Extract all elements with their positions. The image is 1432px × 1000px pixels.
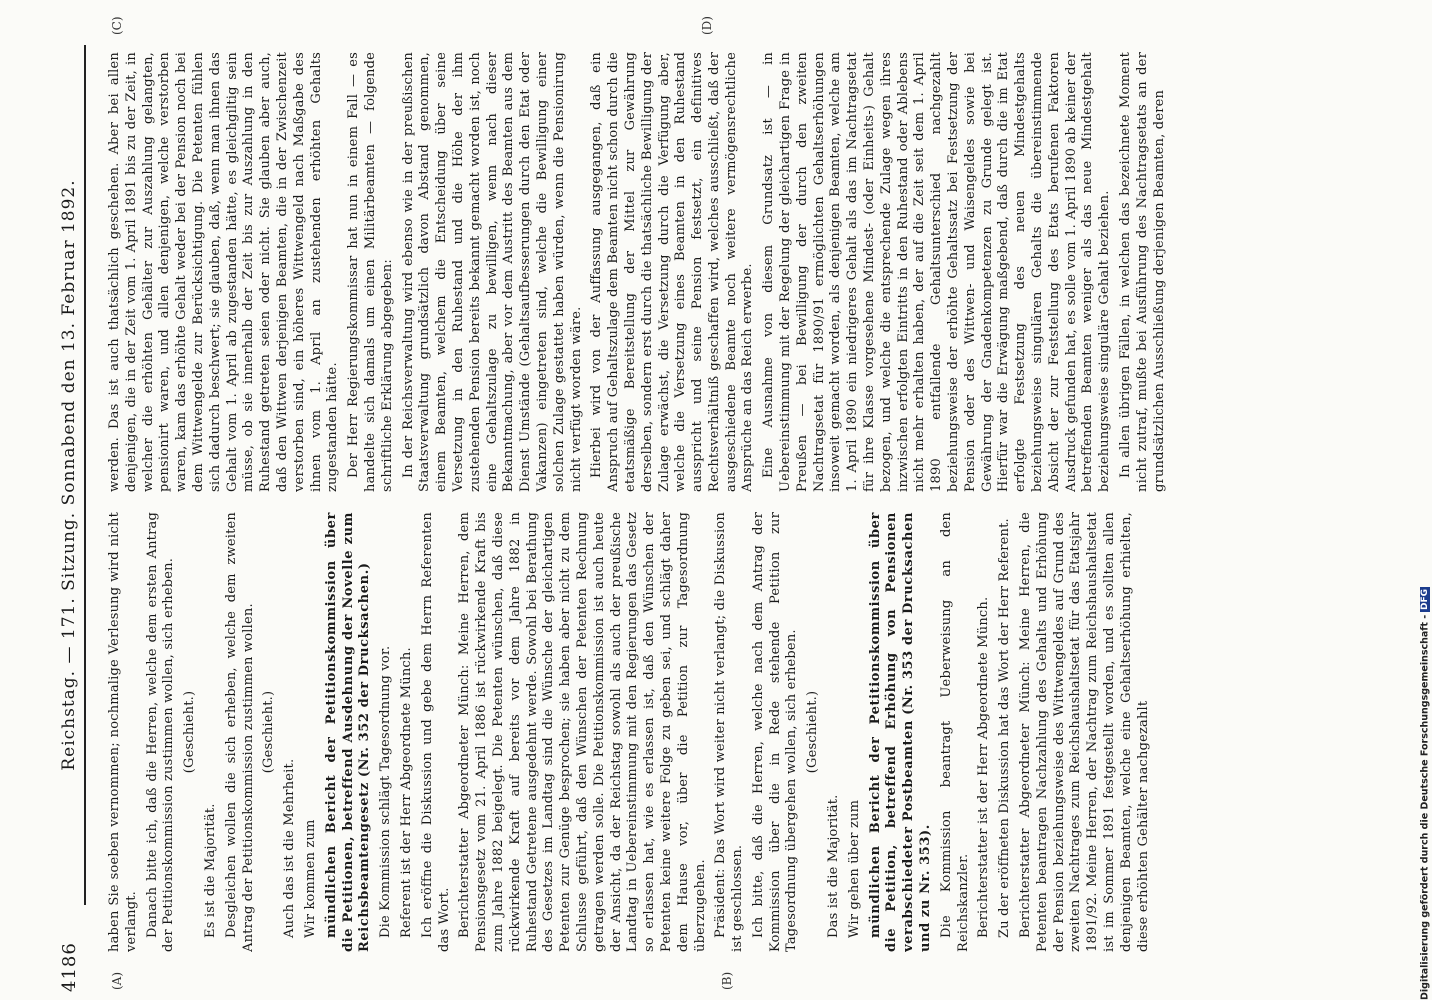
paragraph: Es ist die Majorität. — [202, 803, 218, 938]
paragraph: Auch das ist die Mehrheit. — [282, 758, 298, 938]
header-rule — [84, 45, 86, 905]
paragraph: Zu der eröffneten Diskussion hat das Wort der Herr Referent. — [997, 518, 1013, 938]
margin-mark-c: (C) — [110, 16, 124, 35]
paragraph: Danach bitte ich, daß die Herren, welche dem ersten Antrag der Petitionskommission zustimmen wollen, sich erheben. — [144, 512, 177, 952]
paragraph: Referent ist der Herr Abgeordnete Münch. — [398, 647, 414, 938]
left-text-column — [107, 512, 1327, 952]
paragraph: Die Kommission schlägt Tagesordnung vor. — [378, 645, 394, 938]
right-text-column — [107, 52, 1327, 492]
running-head: Reichstag. — 171. Sitzung. Sonnabend den 13. Februar 1892. — [59, 179, 79, 771]
speech-paragraph: Berichterstatter Abgeordneter Münch: Meine Herren, dem Pensionsgesetz vom 21. April 1886 ist rückwirkende Kraft bis zum Jahre 1882 beigelegt. Die Petenten wünschen, daß diese rückwirkende Kraft auf bereits vor dem Jahre 1882 in Ruhestand Getretene ausgedehnt werde. Sowohl bei Berathung des Gesetzes im Landtag sind die Wünsche der gleichartigen Petenten zur Genüge besprochen; sie haben aber nicht zu dem Schlusse geführt, daß den Wünschen der Petenten Rechnung getragen werden solle. Die Petitionskommission ist auch heute der Ansicht, da der Reichstag sowohl als auch der preußische Landtag in Uebereinstimmung mit den Regierungen das Gesetz so erlassen hat, wie es erlassen ist, daß den Wünschen der Petenten keine weitere Folge zu geben sei, und schlägt daher dem Hause vor, über die Petition zur Tagesordnung überzugehen. — [457, 512, 708, 952]
paragraph: werden. Das ist auch thatsächlich geschehen. Aber bei allen denjenigen, die in der Zeit vom 1. April 1891 bis zu der Zeit, in welcher die erhöhten Gehälter zur Auszahlung gelangten, pensionirt waren, und allen denjenigen, welche verstorben waren, kam das erhöhte Gehalt weder bei der Pension noch bei dem Wittwengelde zur Berücksichtigung. Die Petenten fühlen sich dadurch beschwert; sie glauben, daß, wenn man ihnen das Gehalt vom 1. April ab zugestanden hätte, es gleichgiltig sein müsse, ob sie innerhalb der Zeit bis zur Auszahlung in den Ruhestand getreten seien oder nicht. Sie glauben aber auch, daß den Wittwen derjenigen Beamten, die in der Zwischenzeit verstorben sind, ein höheres Wittwengeld nach Maßgabe des ihnen vom 1. April an zustehenden erhöhten Gehalts zugestanden hätte. — [107, 52, 341, 492]
margin-mark-d: (D) — [700, 16, 714, 35]
digitization-credit — [1418, 0, 1432, 1000]
stage-direction: (Geschieht.) — [261, 690, 277, 774]
paragraph: Die Kommission beantragt Ueberweisung an den Reichskanzler. — [938, 512, 971, 952]
speech-paragraph: Präsident: Das Wort wird weiter nicht verlangt; die Diskussion ist geschlossen. — [713, 512, 746, 952]
paragraph: Das ist die Majorität. — [826, 794, 842, 938]
paragraph: Wir gehen über zum — [846, 799, 862, 938]
page-number: 4186 — [59, 942, 80, 992]
quoted-declaration: In allen übrigen Fällen, in welchen das bezeichnete Moment nicht zutraf, mußte bei Ausführung des Nachtragsetats an der grundsätzlichen Ausschließung derjenigen Beamten, deren — [1118, 52, 1167, 492]
quoted-declaration: Hierbei wird von der Auffassung ausgegangen, daß ein Anspruch auf Gehaltszulage dem Beamten nicht schon durch die etatsmäßige Bereitstellung der Mittel zur Gewährung derselben, sondern erst durch die thatsächliche Bewilligung der Zulage erwächst, die Versetzung durch die Verfügung aber, welche die Versetzung eines Beamten in den Ruhestand ausspricht und seine Pension festsetzt, ein definitives Rechtsverhältniß geschaffen wird, welches ausschließt, daß der ausgeschiedene Beamte noch weitere vermögensrechtliche Ansprüche an das Reich erwerbe. — [589, 52, 756, 492]
stage-direction: (Geschieht.) — [805, 690, 821, 774]
margin-mark-a: (A) — [110, 971, 124, 990]
dfg-logo: DFG — [1420, 588, 1430, 610]
paragraph: Ich eröffne die Diskussion und gebe dem Herrn Referenten das Wort. — [419, 512, 452, 952]
credit-text: Digitalisierung gefördert durch die Deutsche Forschungsgemeinschaft - — [1419, 614, 1431, 1000]
quoted-declaration: In der Reichsverwaltung wird ebenso wie in der preußischen Staatsverwaltung grundsätzlich davon Abstand genommen, einem Beamten, welchem die Entscheidung über seine Versetzung in den Ruhestand und die Höhe der ihm zustehenden Pension bereits bekannt gemacht worden ist, noch eine Gehaltszulage zu bewilligen, wenn nach dieser Bekanntmachung, aber vor dem Austritt des Beamten aus dem Dienst Umstände (Gehaltsaufbesserungen durch den Etat oder Vakanzen) eingetreten sind, welche die Bewilligung einer solchen Zulage gestattet haben würden, wenn die Pensionirung nicht verfügt worden wäre. — [400, 52, 584, 492]
quoted-declaration: Eine Ausnahme von diesem Grundsatz ist — in Uebereinstimmung mit der Regelung der gleichartigen Frage in Preußen — bei Bewilligung der durch den zweiten Nachtragsetat für 1890/91 ermöglichten Gehaltserhöhungen insoweit gemacht worden, als denjenigen Beamten, welche am 1. April 1890 ein niedrigeres Gehalt als das im Nachtragsetat für ihre Klasse vorgesehene Mindest- (oder Einheits-) Gehalt bezogen, und welche die entsprechende Zulage wegen ihres inzwischen erfolgten Eintritts in den Ruhestand oder Ablebens nicht mehr erhalten haben, der auf die Zeit seit dem 1. April 1890 entfallende Gehaltsunterschied nachgezahlt beziehungsweise der erhöhte Gehaltssatz bei Festsetzung der Pension oder des Wittwen- und Waisengeldes sowie bei Gewährung der Gnadenkompetenzen zu Grunde gelegt ist. Hierfür war die Erwägung maßgebend, daß durch die im Etat erfolgte Festsetzung des neuen Mindestgehalts beziehungsweise singulären Gehalts die übereinstimmende Absicht der zur Feststellung des Etats berufenen Faktoren Ausdruck gefunden hat, es solle vom 1. April 1890 ab keiner der betreffenden Beamten weniger als das neue Mindestgehalt beziehungsweise singuläre Gehalt beziehen. — [761, 52, 1113, 492]
paragraph: haben Sie soeben vernommen; nochmalige Verlesung wird nicht verlangt. — [107, 512, 139, 952]
paragraph: Wir kommen zum — [302, 819, 318, 938]
paragraph: Der Herr Regierungskommissar hat nun in einem Fall — es handelte sich damals um einen Militärbeamten — folgende schriftliche Erklärung abgegeben: — [346, 52, 395, 492]
stage-direction: (Geschieht.) — [182, 690, 198, 774]
agenda-item-heading: mündlichen Bericht der Petitionskommission über die Petitionen, betreffend Ausdehnung der Novelle zum Reichsbeamtengesetz (Nr. 352 der Drucksachen.) — [323, 512, 373, 952]
agenda-item-heading: mündlichen Bericht der Petitionskommission über die Petition, betreffend Erhöhung von Pensionen verabschiedeter Postbeamten (Nr. 353 der Drucksachen und zu Nr. 353). — [867, 512, 934, 952]
paragraph: Berichterstatter ist der Herr Abgeordnete Münch. — [976, 596, 992, 938]
paragraph: Desgleichen wollen die sich erheben, welche dem zweiten Antrag der Petitionskommission zustimmen wollen. — [223, 512, 256, 952]
speech-paragraph: Berichterstatter Abgeordneter Münch: Meine Herren, die Petenten beantragen Nachzahlung des Gehalts und Erhöhung der Pension beziehungsweise des Wittwengeldes auf Grund des zweiten Nachtrages zum Reichshaushaltsetat für das Etatsjahr 1891/92. Meine Herren, der Nachtrag zum Reichshaushaltsetat ist im Sommer 1891 festgestellt worden, und es sollten allen denjenigen Beamten, welche eine Gehaltserhöhung erhielten, diese erhöhten Gehälter nachgezahlt — [1018, 512, 1151, 952]
page-header — [55, 0, 85, 1000]
margin-mark-b: (B) — [720, 971, 734, 990]
paragraph: Ich bitte, daß die Herren, welche nach dem Antrag der Kommission über die in Rede stehende Petition zur Tagesordnung übergehen wollen, sich erheben. — [750, 512, 800, 952]
